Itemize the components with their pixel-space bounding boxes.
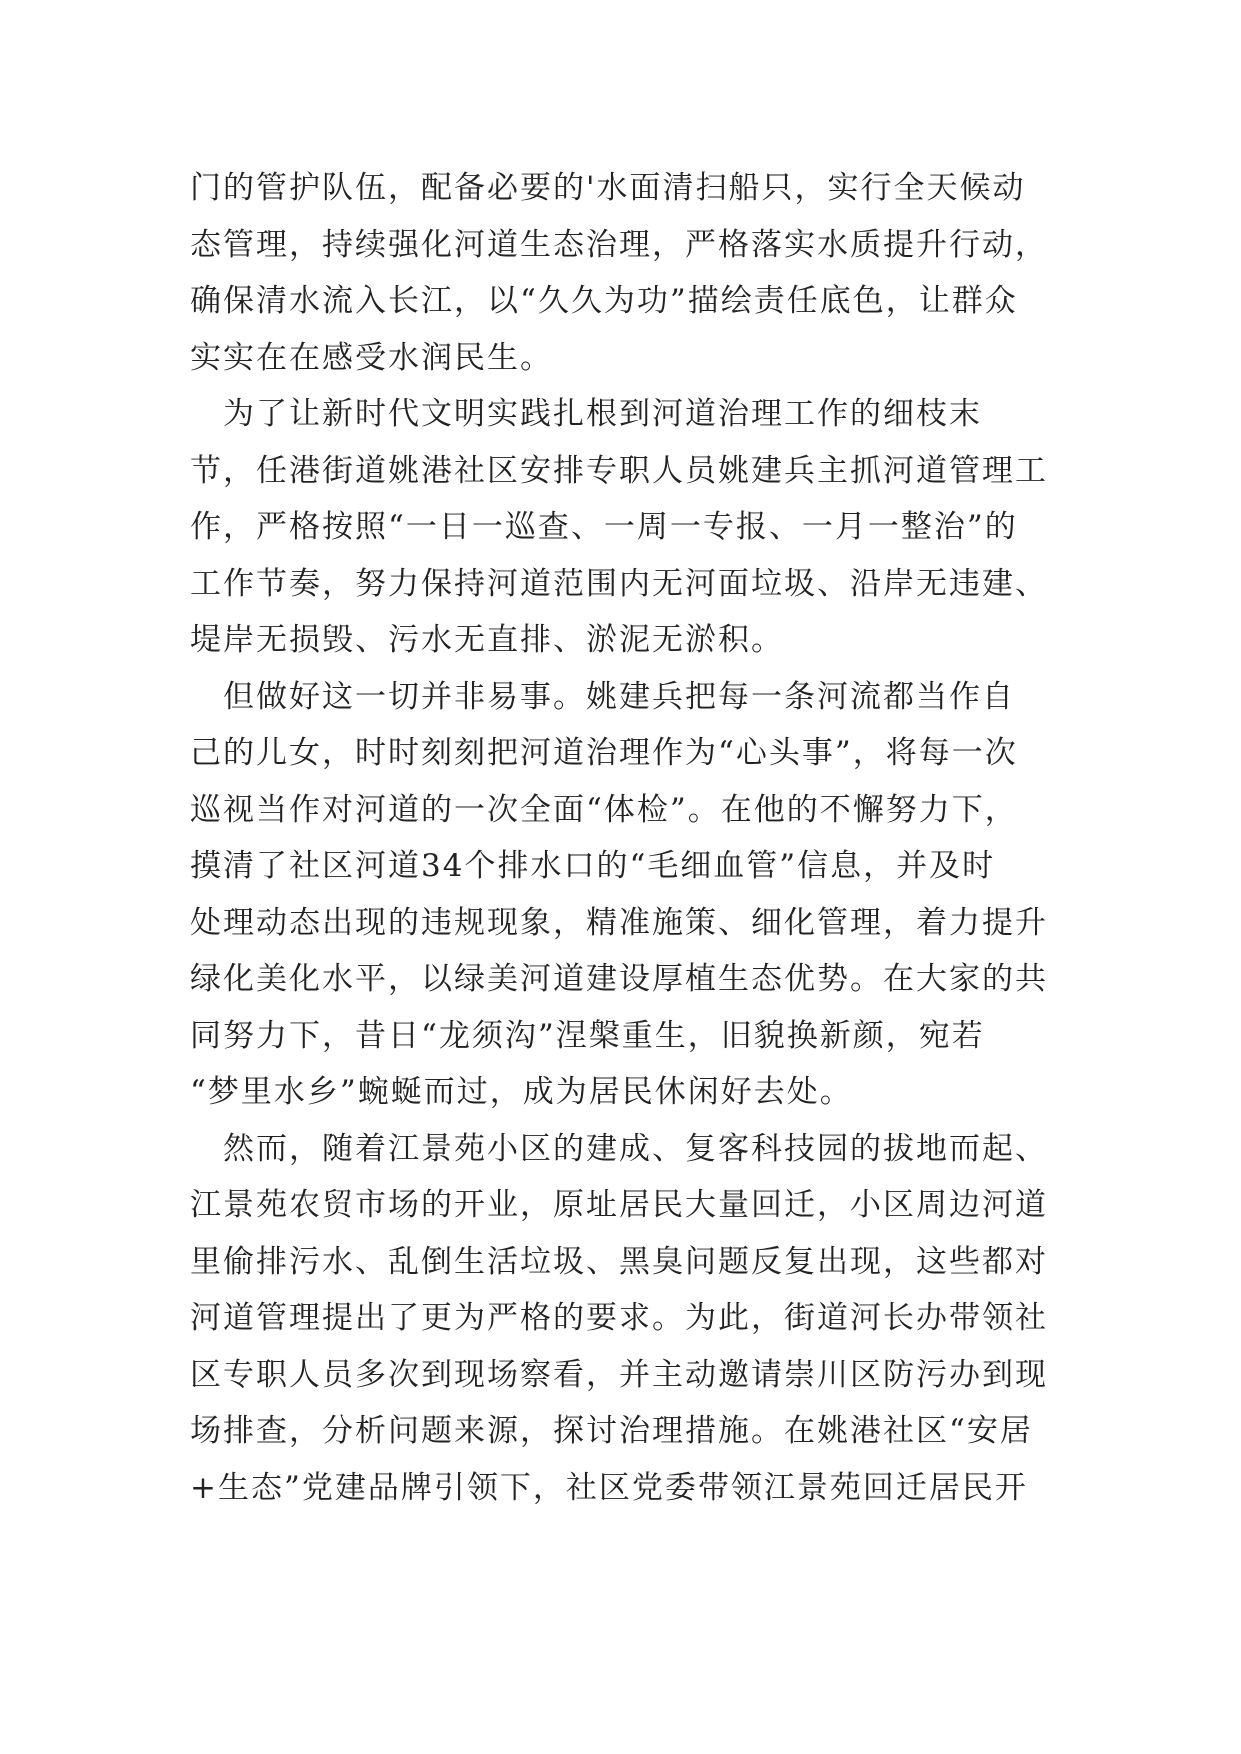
text-line: 场排查，分析问题来源，探讨治理措施。在姚港社区“安居 <box>190 1413 1033 1449</box>
text-line: 但做好这一切并非易事。姚建兵把每一条河流都当作自 <box>190 678 1015 715</box>
text-line: 己的儿女，时时刻刻把河道治理作为“心头事”，将每一次 <box>190 735 1018 771</box>
text-line: 巡视当作对河道的一次全面“体检”。在他的不懈努力下， <box>190 791 1018 828</box>
text-line: 门的管护队伍，配备必要的'水面清扫船只，实行全天候动 <box>190 170 1026 206</box>
text-line: “梦里水乡”蜿蜒而过，成为居民休闲好去处。 <box>190 1074 853 1110</box>
text-line: 绿化美化水平，以绿美河道建设厚植生态优势。在大家的共 <box>190 961 1048 997</box>
text-line: 同努力下，昔日“龙须沟”涅槃重生，旧貌换新颜，宛若 <box>190 1017 985 1054</box>
text-line: 实实在在感受水润民生。 <box>190 339 553 376</box>
text-line: 态管理，持续强化河道生态治理，严格落实水质提升行动， <box>190 226 1048 263</box>
text-line: 然而，随着江景苑小区的建成、复客科技园的拔地而起、 <box>190 1130 1048 1167</box>
text-line: 摸清了社区河道34个排水口的“毛细血管”信息，并及时 <box>190 848 996 884</box>
text-line: 里偷排污水、乱倒生活垃圾、黑臭问题反复出现，这些都对 <box>190 1243 1048 1280</box>
text-line: +生态”党建品牌引领下，社区党委带领江景苑回迁居民开 <box>190 1469 1028 1506</box>
text-line: 为了让新时代文明实践扎根到河道治理工作的细枝末 <box>190 396 982 432</box>
body-text <box>190 160 1070 1516</box>
text-line: 区专职人员多次到现场察看，并主动邀请崇川区防污办到现 <box>190 1356 1048 1393</box>
text-line: 处理动态出现的违规现象，精准施策、细化管理，着力提升 <box>190 904 1048 941</box>
text-line: 堤岸无损毁、污水无直排、淤泥无淤积。 <box>190 622 784 658</box>
text-line: 确保清水流入长江，以“久久为功”描绘责任底色，让群众 <box>190 283 1018 319</box>
text-line: 工作节奏，努力保持河道范围内无河面垃圾、沿岸无违建、 <box>190 565 1048 602</box>
text-line: 节，任港街道姚港社区安排专职人员姚建兵主抓河道管理工 <box>190 452 1048 489</box>
text-line: 河道管理提出了更为严格的要求。为此，街道河长办带领社 <box>190 1300 1048 1336</box>
text-line: 作，严格按照“一日一巡查、一周一专报、一月一整治”的 <box>190 509 1018 545</box>
text-line: 江景苑农贸市场的开业，原址居民大量回迁，小区周边河道 <box>190 1187 1048 1223</box>
